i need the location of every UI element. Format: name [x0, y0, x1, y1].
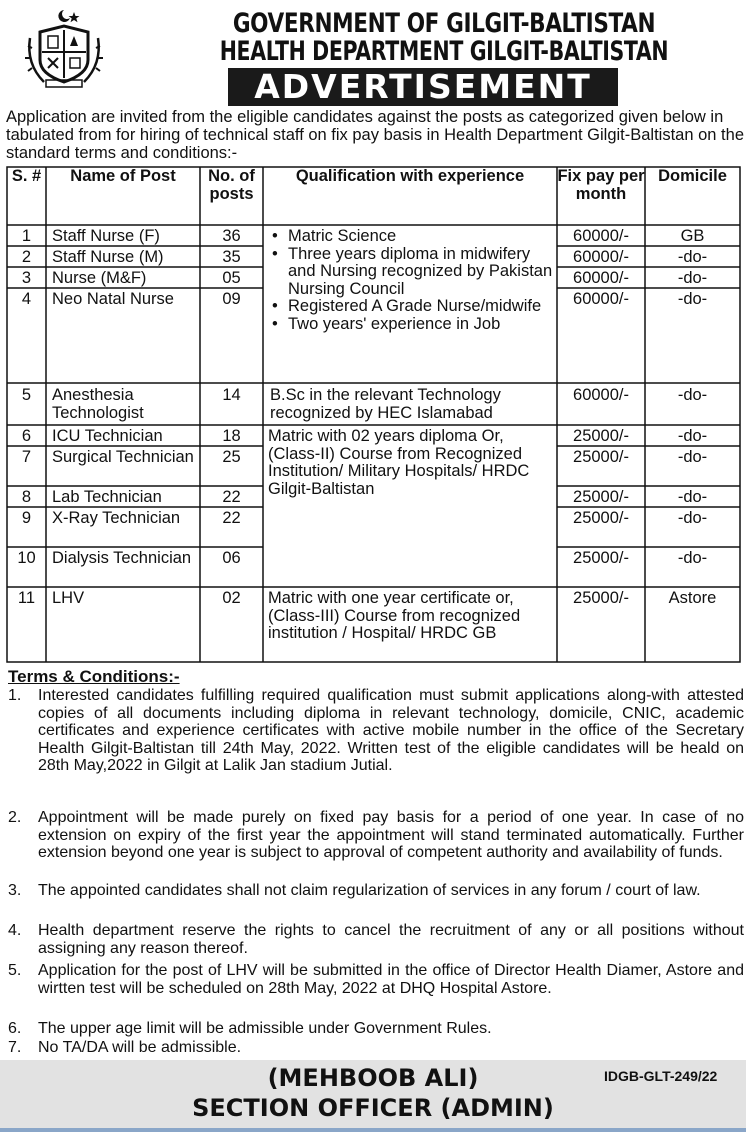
header-government: GOVERNMENT OF GILGIT-BALTISTAN — [232, 8, 656, 39]
table-cell-count: 02 — [222, 589, 241, 607]
table-cell-sno: 2 — [21, 248, 32, 266]
term-text: The appointed candidates shall not claim regularization of services in any forum / court of law. — [38, 882, 701, 899]
term-text: Health department reserve the rights to cancel the recruitment of any or all positions without assigning any reason thereof. — [38, 922, 744, 957]
table-cell-pay: 25000/- — [573, 448, 629, 466]
advertisement-banner: ADVERTISEMENT — [228, 68, 618, 106]
column-header-qualification: Qualification with experience — [295, 167, 525, 185]
table-cell-pay: 60000/- — [573, 227, 629, 245]
term-number: 2. — [8, 809, 22, 826]
bullet-icon: • — [272, 297, 278, 315]
table-cell-domicile: -do- — [677, 549, 708, 567]
table-cell-sno: 3 — [21, 269, 32, 287]
intro-paragraph: Application are invited from the eligible candidates against the posts as categorized given below in tabulated from for hiring of technical staff on fix pay basis in Health Department Gilgit-Baltistan on the standard terms and conditions:- — [6, 108, 744, 162]
table-cell-sno: 9 — [21, 509, 32, 527]
bottom-divider — [0, 1128, 746, 1132]
column-header-domicile: Domicile — [658, 167, 727, 185]
bullet-icon: • — [272, 244, 278, 263]
table-cell-post: Anesthesia Technologist — [52, 386, 144, 422]
column-header-pay: Fix pay per month — [557, 167, 645, 203]
term-text: Application for the post of LHV will be submitted in the office of Director Health Diamer, Astore and wirtten test will be scheduled on 28th May, 2022 at DHQ Hospital Astore. — [38, 962, 744, 997]
table-cell-post: LHV — [52, 589, 85, 607]
term-number: 1. — [8, 687, 22, 704]
table-cell-post: X-Ray Technician — [52, 509, 181, 527]
header-department: HEALTH DEPARTMENT GILGIT-BALTISTAN — [219, 36, 669, 67]
table-cell-pay: 25000/- — [573, 509, 629, 527]
government-emblem-icon — [24, 8, 104, 90]
table-cell-count: 06 — [222, 549, 241, 567]
officer-name: (MEHBOOB ALI) — [267, 1064, 479, 1092]
table-cell-pay: 25000/- — [573, 549, 629, 567]
table-cell-post: Neo Natal Nurse — [52, 290, 174, 308]
table-cell-pay: 25000/- — [573, 589, 629, 607]
table-cell-post: Dialysis Technician — [52, 549, 192, 567]
table-cell-domicile: -do- — [677, 269, 708, 287]
term-number: 3. — [8, 882, 22, 899]
table-cell-domicile: -do- — [677, 509, 708, 527]
list-item: • Matric Science — [272, 227, 397, 245]
list-item: • Three years diploma in midwifery and Nursing recognized by Pakistan Nursing Council — [272, 244, 553, 298]
table-cell-count: 25 — [222, 448, 241, 466]
table-cell-post: Nurse (M&F) — [52, 269, 147, 287]
table-cell-post: ICU Technician — [52, 427, 163, 445]
table-cell-domicile: -do- — [677, 290, 708, 308]
table-cell-pay: 60000/- — [573, 248, 629, 266]
table-cell-domicile: -do- — [677, 488, 708, 506]
bullet-icon: • — [272, 227, 278, 245]
term-number: 6. — [8, 1020, 22, 1037]
table-cell-pay: 60000/- — [573, 386, 629, 404]
term-number: 5. — [8, 962, 22, 979]
table-cell-pay: 25000/- — [573, 488, 629, 506]
column-header-post: Name of Post — [70, 167, 176, 185]
column-header-count: No. of posts — [208, 167, 255, 203]
table-cell-count: 35 — [222, 248, 241, 266]
term-text: Appointment will be made purely on fixed pay basis for a period of one year. In case of no extension on expiry of the first year the appointment will stand terminated automatically. Further extension beyond one year is subject to approval of competent authority and availability of funds. — [38, 809, 744, 861]
term-text: Interested candidates fulfilling required qualification must submit applications along-with attested copies of all documents including diploma in relevant technology, domicile, CNIC, academic certificates and experience certificates with active mobile number in the office of the Secretary Health Gilgit-Baltistan till 24th May, 2022. Written test of the eligible candidates will be heald on 28th May,2022 in Gilgit at Lalik Jan stadium Jutial. — [38, 687, 744, 774]
table-cell-pay: 60000/- — [573, 269, 629, 287]
table-cell-count: 36 — [222, 227, 241, 245]
table-cell-domicile: -do- — [677, 386, 708, 404]
qualification-lhv: Matric with one year certificate or, (Class-III) Course from recognized institution / Hospital/ HRDC GB — [268, 589, 521, 642]
table-cell-sno: 6 — [21, 427, 32, 445]
qualification-technicians: Matric with 02 years diploma Or, (Class-II) Course from Recognized Institution/ Military Hospitals/ HRDC Gilgit-Baltistan — [268, 427, 530, 498]
table-cell-post: Staff Nurse (F) — [52, 227, 160, 245]
table-cell-sno: 7 — [21, 448, 32, 466]
term-number: 4. — [8, 922, 22, 939]
reference-number: IDGB-GLT-249/22 — [604, 1068, 718, 1084]
table-cell-sno: 1 — [21, 227, 32, 245]
table-cell-post: Surgical Technician — [52, 448, 194, 466]
table-cell-count: 14 — [222, 386, 241, 404]
table-cell-domicile: GB — [680, 227, 705, 245]
table-cell-sno: 10 — [17, 549, 36, 567]
qualification-list-nursing — [270, 228, 554, 333]
table-cell-sno: 4 — [21, 290, 32, 308]
term-text: No TA/DA will be admissible. — [38, 1039, 242, 1056]
table-cell-count: 22 — [222, 488, 241, 506]
table-cell-pay: 25000/- — [573, 427, 629, 445]
table-cell-count: 22 — [222, 509, 241, 527]
table-cell-post: Staff Nurse (M) — [52, 248, 164, 266]
table-cell-sno: 8 — [21, 488, 32, 506]
table-cell-domicile: -do- — [677, 248, 708, 266]
officer-designation: SECTION OFFICER (ADMIN) — [192, 1094, 554, 1122]
table-cell-sno: 11 — [17, 589, 36, 607]
table-cell-count: 09 — [222, 290, 241, 308]
table-cell-count: 18 — [222, 427, 241, 445]
bullet-icon: • — [272, 314, 278, 333]
list-item: • Two years' experience in Job — [272, 314, 501, 333]
table-cell-domicile: -do- — [677, 448, 708, 466]
table-cell-domicile: Astore — [668, 589, 717, 607]
term-number: 7. — [8, 1039, 22, 1056]
table-cell-sno: 5 — [21, 386, 32, 404]
table-cell-pay: 60000/- — [573, 290, 629, 308]
table-cell-count: 05 — [222, 269, 241, 287]
table-cell-domicile: -do- — [677, 427, 708, 445]
qualification-anesthesia: B.Sc in the relevant Technology recognized by HEC Islamabad — [270, 386, 501, 422]
list-item: • Registered A Grade Nurse/midwife — [272, 297, 542, 315]
term-text: The upper age limit will be admissible under Government Rules. — [38, 1020, 492, 1037]
table-cell-post: Lab Technician — [52, 488, 162, 506]
terms-title: Terms & Conditions:- — [8, 667, 180, 686]
column-header-sno: S. # — [11, 167, 42, 185]
